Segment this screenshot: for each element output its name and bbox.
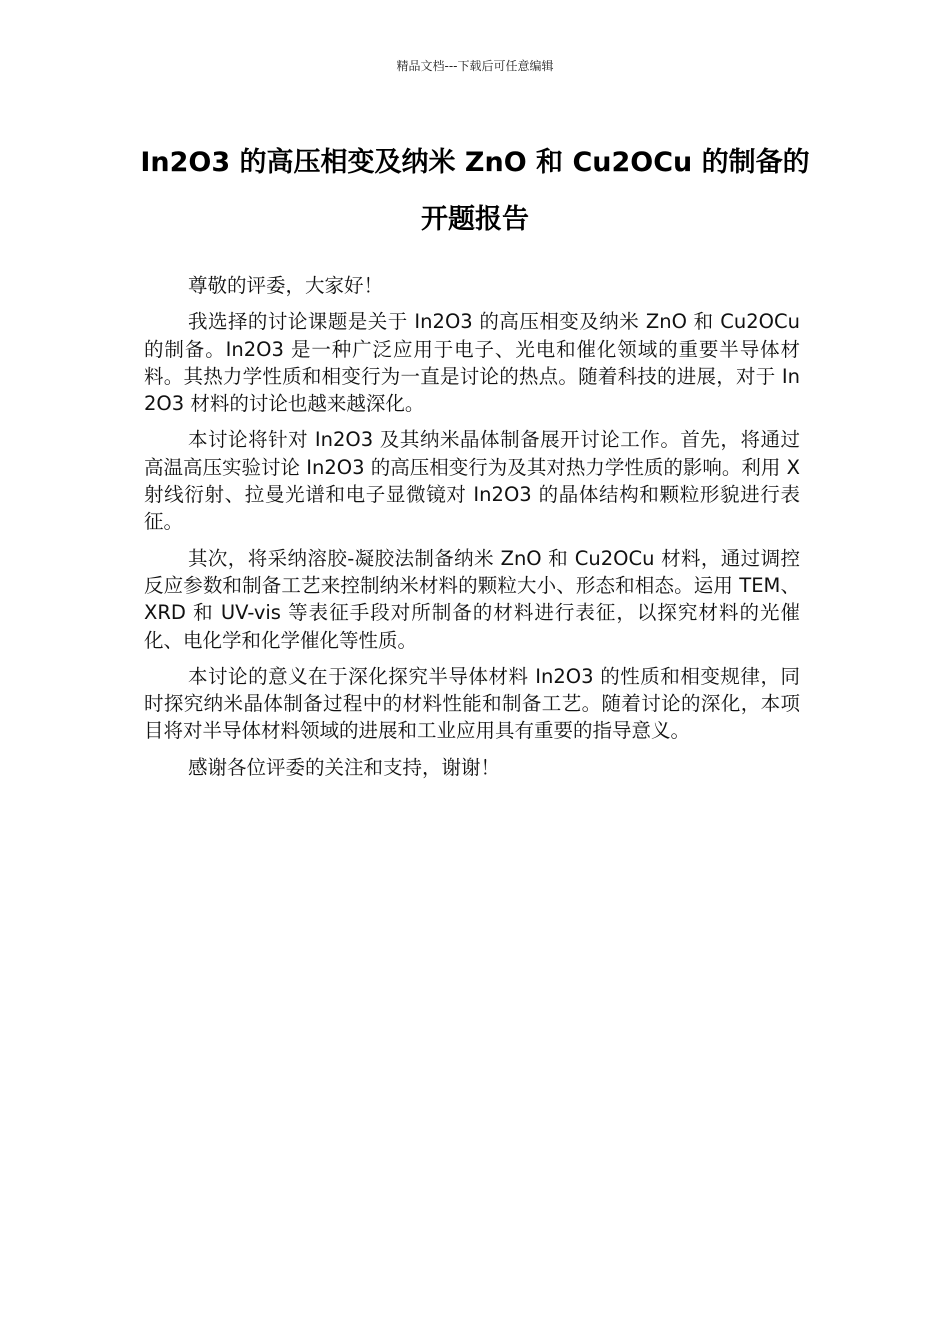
title-line-2: 开题报告 bbox=[421, 204, 529, 235]
header-note: 精品文档---下载后可任意编辑 bbox=[396, 59, 554, 73]
document-title bbox=[100, 134, 850, 248]
document-body bbox=[144, 272, 800, 790]
paragraph-first-plan: 本讨论将针对 In2O3 及其纳米晶体制备展开讨论工作。首先，将通过高温高压实验讨论 In2O3 的高压相变行为及其对热力学性质的影响。利用 X 射线衍射、拉曼光谱和电子显微镜对 In2O3 的晶体结构和颗粒形貌进行表征。 bbox=[144, 428, 800, 534]
paragraph-significance: 本讨论的意义在于深化探究半导体材料 In2O3 的性质和相变规律，同时探究纳米晶体制备过程中的材料性能和制备工艺。随着讨论的深化，本项目将对半导体材料领域的进展和工业应用具有重要的指导意义。 bbox=[144, 664, 800, 743]
paragraph-topic: 我选择的讨论课题是关于 In2O3 的高压相变及纳米 ZnO 和 Cu2OCu 的制备。In2O3 是一种广泛应用于电子、光电和催化领域的重要半导体材料。其热力学性质和相变行为一直是讨论的热点。随着科技的进展，对于 In2O3 材料的讨论也越来越深化。 bbox=[144, 310, 800, 416]
paragraph-greeting: 尊敬的评委，大家好！ bbox=[188, 274, 384, 297]
paragraph-closing: 感谢各位评委的关注和支持，谢谢！ bbox=[188, 755, 501, 779]
title-line-1: In2O3 的高压相变及纳米 ZnO 和 Cu2OCu 的制备的 bbox=[140, 147, 810, 178]
paragraph-second-plan: 其次，将采纳溶胶-凝胶法制备纳米 ZnO 和 Cu2OCu 材料，通过调控反应参数和制备工艺来控制纳米材料的颗粒大小、形态和相态。运用 TEM、XRD 和 UV-vis 等表征手段对所制备的材料进行表征，以探究材料的光催化、电化学和化学催化等性质。 bbox=[144, 546, 800, 652]
